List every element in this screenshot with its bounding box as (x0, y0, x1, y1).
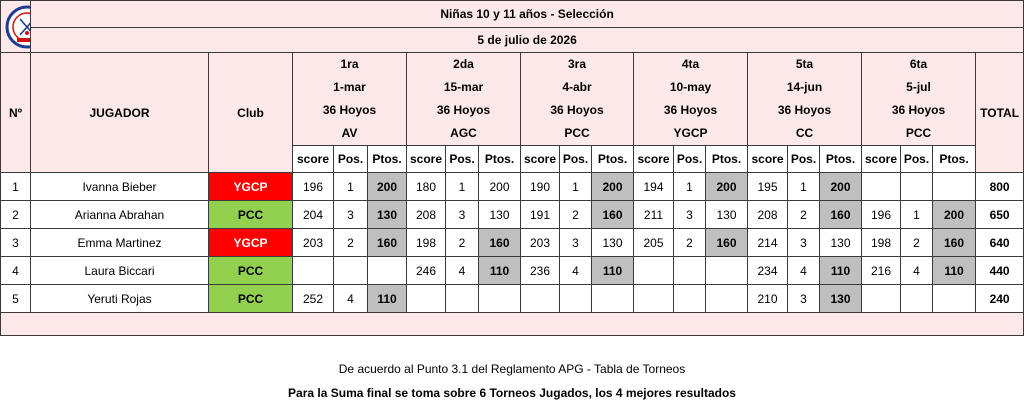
tournament-header-1 (293, 53, 407, 146)
tournament-date: 5-jul (906, 80, 931, 94)
score-cell: 196 (293, 173, 334, 201)
score-cell: 236 (521, 257, 560, 285)
player-name: Laura Biccari (31, 257, 209, 285)
points-header: Ptos. (479, 146, 521, 173)
score-cell: 208 (748, 201, 788, 229)
position-cell: 2 (560, 201, 592, 229)
score-header: score (634, 146, 674, 173)
tournament-date: 4-abr (562, 80, 592, 94)
score-cell: 246 (407, 257, 446, 285)
total-cell: 240 (976, 285, 1024, 313)
tournament-holes: 36 Hoyos (777, 103, 832, 117)
points-cell: 200 (706, 173, 748, 201)
position-cell (901, 173, 933, 201)
logo-cell (1, 1, 31, 53)
points-cell: 160 (592, 201, 634, 229)
tournament-round: 4ta (681, 57, 700, 71)
club-badge: PCC (209, 285, 293, 313)
position-cell: 4 (560, 257, 592, 285)
tournament-header-4 (634, 53, 748, 146)
points-cell: 130 (592, 229, 634, 257)
header-club: Club (209, 53, 293, 173)
position-cell: 4 (446, 257, 479, 285)
score-cell: 203 (293, 229, 334, 257)
total-cell: 640 (976, 229, 1024, 257)
position-cell (674, 257, 706, 285)
score-cell: 195 (748, 173, 788, 201)
event-date: 5 de julio de 2026 (31, 28, 1024, 53)
score-cell (634, 257, 674, 285)
row-number: 1 (1, 173, 31, 201)
tournament-round: 3ra (567, 57, 587, 71)
player-name: Arianna Abrahan (31, 201, 209, 229)
table-row (1, 173, 1024, 201)
position-cell: 2 (446, 229, 479, 257)
position-cell (901, 285, 933, 313)
points-cell (706, 257, 748, 285)
points-cell: 130 (820, 285, 862, 313)
tournament-venue: AV (341, 126, 358, 140)
score-cell (407, 285, 446, 313)
score-cell: 203 (521, 229, 560, 257)
tournament-date: 10-may (669, 80, 712, 94)
player-name: Ivanna Bieber (31, 173, 209, 201)
table-row (1, 257, 1024, 285)
tournament-holes: 36 Hoyos (891, 103, 946, 117)
table-bottom-band (1, 313, 1024, 336)
score-cell: 198 (862, 229, 901, 257)
points-cell: 110 (479, 257, 521, 285)
score-header: score (862, 146, 901, 173)
points-cell: 130 (820, 229, 862, 257)
table-row (1, 285, 1024, 313)
club-badge: PCC (209, 201, 293, 229)
club-badge: PCC (209, 257, 293, 285)
points-header: Ptos. (706, 146, 748, 173)
score-cell: 180 (407, 173, 446, 201)
position-cell: 1 (901, 201, 933, 229)
position-cell (674, 285, 706, 313)
tournament-venue: PCC (564, 126, 590, 140)
score-cell: 190 (521, 173, 560, 201)
tournament-holes: 36 Hoyos (322, 103, 377, 117)
points-header: Ptos. (820, 146, 862, 173)
position-header: Pos. (334, 146, 368, 173)
position-cell: 1 (788, 173, 820, 201)
points-header: Ptos. (368, 146, 407, 173)
score-cell: 234 (748, 257, 788, 285)
position-cell: 3 (334, 201, 368, 229)
header-player: JUGADOR (31, 53, 209, 173)
score-cell (293, 257, 334, 285)
score-cell (634, 285, 674, 313)
points-cell: 110 (368, 285, 407, 313)
score-cell (862, 285, 901, 313)
position-cell: 3 (788, 229, 820, 257)
score-cell: 252 (293, 285, 334, 313)
position-cell: 4 (788, 257, 820, 285)
tournament-date: 14-jun (786, 80, 823, 94)
position-cell: 2 (674, 229, 706, 257)
row-number: 3 (1, 229, 31, 257)
header-number: Nº (1, 53, 31, 173)
association-logo-icon (5, 5, 31, 49)
tournament-round: 1ra (340, 57, 359, 71)
player-name: Yeruti Rojas (31, 285, 209, 313)
points-cell: 200 (368, 173, 407, 201)
tournament-header-3 (521, 53, 634, 146)
position-header: Pos. (901, 146, 933, 173)
tournament-venue: YGCP (673, 126, 708, 140)
total-cell: 800 (976, 173, 1024, 201)
points-cell: 200 (592, 173, 634, 201)
position-cell: 4 (901, 257, 933, 285)
position-header: Pos. (560, 146, 592, 173)
position-cell: 3 (446, 201, 479, 229)
table-row (1, 229, 1024, 257)
points-cell: 160 (820, 201, 862, 229)
position-cell: 1 (334, 173, 368, 201)
tournament-venue: CC (795, 126, 814, 140)
points-cell: 110 (592, 257, 634, 285)
points-cell: 130 (706, 201, 748, 229)
points-header: Ptos. (592, 146, 634, 173)
points-cell: 130 (479, 201, 521, 229)
tournament-venue: AGC (450, 126, 477, 140)
tournament-date: 15-mar (443, 80, 484, 94)
score-cell: 196 (862, 201, 901, 229)
score-cell: 214 (748, 229, 788, 257)
tournament-date: 1-mar (333, 80, 366, 94)
tournament-round: 2da (453, 57, 474, 71)
regulation-note: De acuerdo al Punto 3.1 del Reglamento APG - Tabla de Torneos (338, 362, 686, 376)
tournament-header-2 (407, 53, 521, 146)
points-cell: 130 (368, 201, 407, 229)
position-cell: 2 (901, 229, 933, 257)
score-header: score (748, 146, 788, 173)
points-cell: 110 (933, 257, 976, 285)
position-cell: 1 (560, 173, 592, 201)
position-header: Pos. (446, 146, 479, 173)
row-number: 5 (1, 285, 31, 313)
points-cell (592, 285, 634, 313)
tournament-round: 5ta (795, 57, 814, 71)
score-cell: 198 (407, 229, 446, 257)
page-title: Niñas 10 y 11 años - Selección (31, 1, 1024, 28)
position-cell: 1 (446, 173, 479, 201)
position-cell: 1 (674, 173, 706, 201)
position-cell: 2 (788, 201, 820, 229)
player-name: Emma Martinez (31, 229, 209, 257)
points-cell: 200 (820, 173, 862, 201)
points-cell: 200 (479, 173, 521, 201)
position-cell (334, 257, 368, 285)
tournament-holes: 36 Hoyos (550, 103, 604, 117)
points-cell: 160 (479, 229, 521, 257)
position-cell (560, 285, 592, 313)
tournament-header-5 (748, 53, 862, 146)
total-cell: 650 (976, 201, 1024, 229)
points-cell (933, 173, 976, 201)
score-header: score (521, 146, 560, 173)
tournament-venue: PCC (905, 126, 932, 140)
points-cell: 160 (706, 229, 748, 257)
position-cell: 3 (788, 285, 820, 313)
club-badge: YGCP (209, 173, 293, 201)
scoring-rule-note: Para la Suma final se toma sobre 6 Torneos Jugados, los 4 mejores resultados (288, 386, 736, 400)
score-header: score (293, 146, 334, 173)
points-cell: 160 (368, 229, 407, 257)
score-cell: 211 (634, 201, 674, 229)
score-cell: 205 (634, 229, 674, 257)
row-number: 4 (1, 257, 31, 285)
score-cell: 216 (862, 257, 901, 285)
position-header: Pos. (788, 146, 820, 173)
score-cell (521, 285, 560, 313)
position-cell: 2 (334, 229, 368, 257)
tournament-round: 6ta (909, 57, 928, 71)
table-row (1, 201, 1024, 229)
score-cell: 204 (293, 201, 334, 229)
score-cell: 210 (748, 285, 788, 313)
header-total: TOTAL (976, 53, 1024, 173)
points-cell (368, 257, 407, 285)
position-header: Pos. (674, 146, 706, 173)
position-cell (446, 285, 479, 313)
position-cell: 3 (674, 201, 706, 229)
score-cell: 194 (634, 173, 674, 201)
tournament-header-6 (862, 53, 976, 146)
score-cell: 191 (521, 201, 560, 229)
tournament-holes: 36 Hoyos (663, 103, 718, 117)
position-cell: 3 (560, 229, 592, 257)
row-number: 2 (1, 201, 31, 229)
points-cell (933, 285, 976, 313)
position-cell: 4 (334, 285, 368, 313)
tournament-holes: 36 Hoyos (436, 103, 491, 117)
points-cell: 200 (933, 201, 976, 229)
points-cell (479, 285, 521, 313)
total-cell: 440 (976, 257, 1024, 285)
points-cell: 160 (933, 229, 976, 257)
score-header: score (407, 146, 446, 173)
points-cell (706, 285, 748, 313)
score-cell (862, 173, 901, 201)
score-cell: 208 (407, 201, 446, 229)
club-badge: YGCP (209, 229, 293, 257)
points-header: Ptos. (933, 146, 976, 173)
points-cell: 110 (820, 257, 862, 285)
